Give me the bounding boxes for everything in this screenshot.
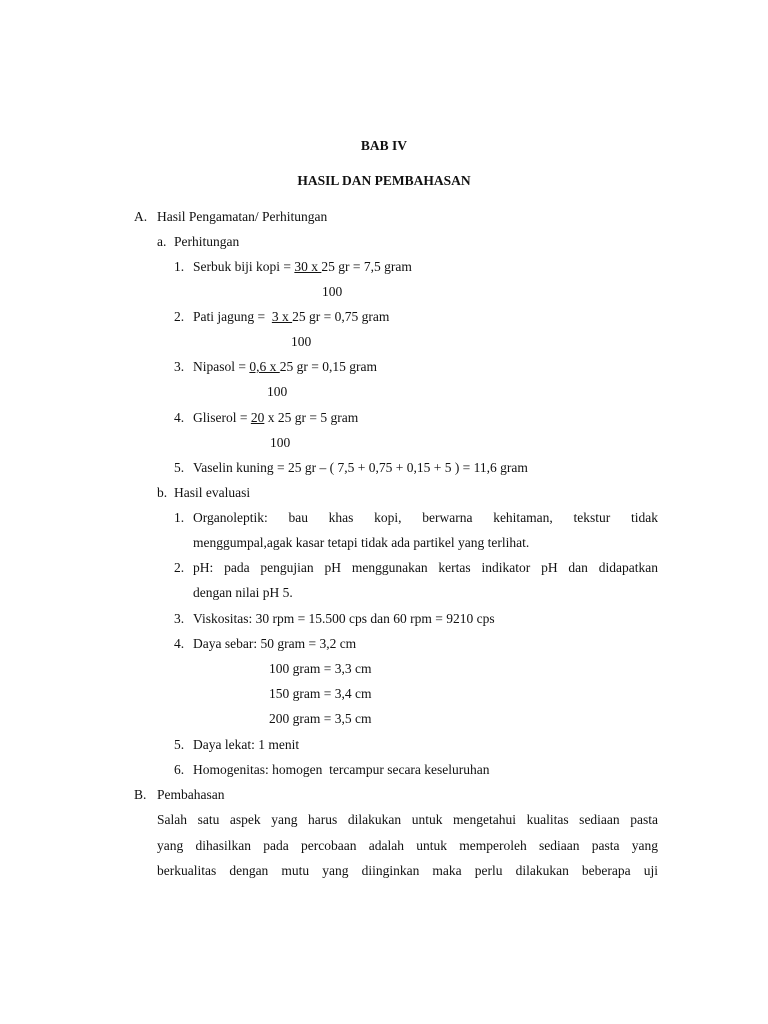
- calc-1-label: Serbuk biji kopi =: [193, 259, 295, 274]
- eval-1-number: 1.: [174, 510, 185, 525]
- calc-4-numerator: 20: [250, 410, 265, 425]
- discussion-line-1: Salah satu aspek yang harus dilakukan untuk mengetahui kualitas sediaan pasta: [157, 812, 658, 827]
- calc-1-result: 25 gr = 7,5 gram: [321, 259, 412, 274]
- chapter-title: HASIL DAN PEMBAHASAN: [297, 173, 471, 188]
- calc-3-number: 3.: [174, 359, 185, 374]
- eval-2-line-2: dengan nilai pH 5.: [193, 585, 293, 600]
- sub-b-marker: b.: [157, 485, 168, 500]
- sub-a-marker: a.: [157, 234, 167, 249]
- calc-2-denominator: 100: [291, 334, 312, 349]
- calc-2-number: 2.: [174, 309, 185, 324]
- calc-1-numerator: 30 x: [294, 259, 322, 274]
- discussion-line-3: berkualitas dengan mutu yang diinginkan maka perlu dilakukan beberapa uji: [157, 863, 658, 878]
- calc-2-numerator: 3 x: [271, 309, 293, 324]
- eval-6-number: 6.: [174, 762, 185, 777]
- eval-5-text: Daya lekat: 1 menit: [193, 737, 300, 752]
- calc-5-number: 5.: [174, 460, 185, 475]
- eval-2-line-1: pH: pada pengujian pH menggunakan kertas indikator pH dan didapatkan: [193, 560, 658, 575]
- calc-3-numerator: 0,6 x: [249, 359, 280, 374]
- calc-1-denominator: 100: [322, 284, 343, 299]
- calc-2-line: [193, 309, 389, 325]
- section-a-marker: A.: [134, 209, 148, 224]
- sub-a-label: Perhitungan: [174, 234, 240, 249]
- eval-4-text: Daya sebar: 50 gram = 3,2 cm: [193, 636, 357, 651]
- section-b-marker: B.: [134, 787, 147, 802]
- calc-4-line: [193, 410, 358, 426]
- eval-4-number: 4.: [174, 636, 185, 651]
- calc-5-text: Vaselin kuning = 25 gr – ( 7,5 + 0,75 + 0,15 + 5 ) = 11,6 gram: [193, 460, 528, 475]
- calc-1-number: 1.: [174, 259, 185, 274]
- eval-4-extra-2: 150 gram = 3,4 cm: [269, 686, 372, 701]
- eval-1-line-2: menggumpal,agak kasar tetapi tidak ada partikel yang terlihat.: [193, 535, 530, 550]
- calc-3-result: 25 gr = 0,15 gram: [279, 359, 377, 374]
- eval-5-number: 5.: [174, 737, 185, 752]
- eval-4-extra-3: 200 gram = 3,5 cm: [269, 711, 372, 726]
- chapter-heading: BAB IV: [360, 138, 408, 153]
- eval-3-text: Viskositas: 30 rpm = 15.500 cps dan 60 rpm = 9210 cps: [193, 611, 495, 626]
- section-b-label: Pembahasan: [157, 787, 225, 802]
- calc-3-line: [193, 359, 377, 375]
- sub-b-label: Hasil evaluasi: [174, 485, 251, 500]
- calc-4-label: Gliserol =: [193, 410, 251, 425]
- calc-1-line: [193, 259, 412, 275]
- calc-4-denominator: 100: [270, 435, 291, 450]
- calc-2-result: 25 gr = 0,75 gram: [292, 309, 390, 324]
- calc-4-result: x 25 gr = 5 gram: [264, 410, 359, 425]
- eval-2-number: 2.: [174, 560, 185, 575]
- eval-1-line-1: Organoleptik: bau khas kopi, berwarna kehitaman, tekstur tidak: [193, 510, 658, 525]
- calc-3-label: Nipasol =: [193, 359, 250, 374]
- calc-2-label: Pati jagung =: [193, 309, 272, 324]
- eval-4-extra-1: 100 gram = 3,3 cm: [269, 661, 372, 676]
- calc-3-denominator: 100: [267, 384, 288, 399]
- eval-3-number: 3.: [174, 611, 185, 626]
- section-a-label: Hasil Pengamatan/ Perhitungan: [157, 209, 328, 224]
- discussion-line-2: yang dihasilkan pada percobaan adalah untuk memperoleh sediaan pasta yang: [157, 838, 658, 853]
- eval-6-text: Homogenitas: homogen tercampur secara keseluruhan: [193, 762, 490, 777]
- calc-4-number: 4.: [174, 410, 185, 425]
